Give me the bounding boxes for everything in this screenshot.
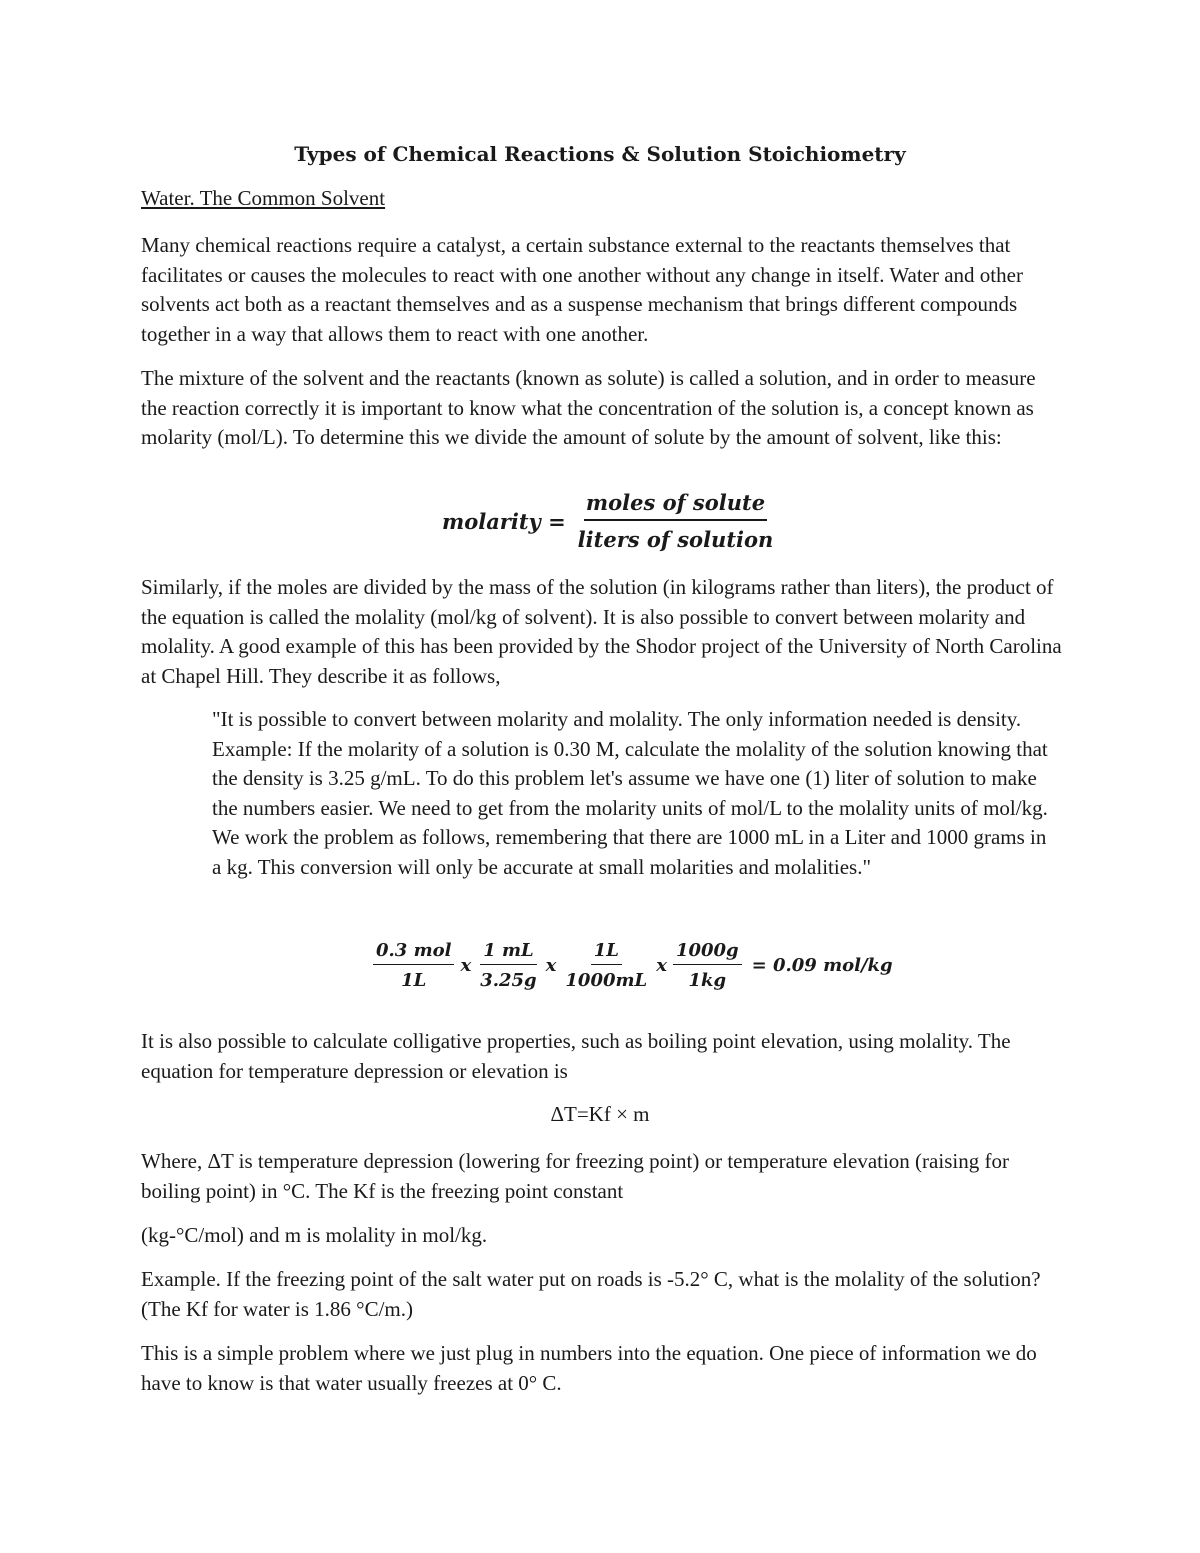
fraction-2-denominator: 3.25g [480,970,537,991]
equation-molarity-denominator: liters of solution [577,527,774,552]
conversion-fraction-1 [373,940,454,991]
conversion-fraction-4 [673,940,742,991]
fraction-3-numerator: 1L [591,940,622,965]
equation-molarity-numerator: moles of solute [584,490,767,521]
paragraph-colligative: It is also possible to calculate colligative properties, such as boiling point elevation, using molality. The equation for temperature depression or elevation is [141,1029,1011,1083]
paragraph-where: Where, ΔT is temperature depression (lowering for freezing point) or temperature elevation (raising for boiling point) in °C. The Kf is the freezing point constant [141,1149,1009,1203]
block-quote-shodor: "It is possible to convert between molarity and molality. The only information needed is density. Example: If the molarity of a solution is 0.30 M, calculate the molality of the solution knowing that the density is 3.25 g/mL. To do this problem let's assume we have one (1) liter of solution to make the numbers easier. We need to get from the molarity units of mol/L to the molality units of mol/kg. We work the problem as follows, remembering that there are 1000 mL in a Liter and 1000 grams in a kg. This conversion will only be accurate at small molarities and molalities." [212,707,1048,879]
paragraph-units: (kg-°C/mol) and m is molality in mol/kg. [141,1223,488,1247]
fraction-4-numerator: 1000g [673,940,742,965]
section-heading: Water. The Common Solvent [141,186,386,210]
paragraph-catalyst: Many chemical reactions require a catalyst, a certain substance external to the reactants themselves that facilitates or causes the molecules to react with one another without any change in itself. Water and other solvents act both as a reactant themselves and as a suspense mechanism that brings different compounds together in a way that allows them to react with one another. [141,233,1023,346]
fraction-3-denominator: 1000mL [565,970,648,991]
paragraph-simple-problem: This is a simple problem where we just plug in numbers into the equation. One piece of information we do have to know is that water usually freezes at 0° C. [141,1341,1037,1395]
times-sign-2: x [545,955,557,976]
equation-molarity-fraction [576,490,776,552]
conversion-fraction-3 [562,940,650,991]
fraction-1-denominator: 1L [401,970,427,991]
conversion-result: = 0.09 mol/kg [751,955,893,976]
equation-colligative: ΔT=Kf × m [550,1102,650,1126]
document-title: Types of Chemical Reactions & Solution Stoichiometry [294,142,906,166]
equation-conversion [373,940,899,991]
equation-molarity-lhs: molarity = [442,508,566,534]
paragraph-example: Example. If the freezing point of the salt water put on roads is -5.2° C, what is the molality of the solution? (The Kf for water is 1.86 °C/m.) [141,1267,1041,1321]
fraction-1-numerator: 0.3 mol [373,940,454,965]
times-sign-3: x [656,955,667,976]
paragraph-molarity: The mixture of the solvent and the reactants (known as solute) is called a solution, and in order to measure the reaction correctly it is important to know what the concentration of the solution is, a concept known as molarity (mol/L). To determine this we divide the amount of solute by the amount of solvent, like this: [141,366,1036,449]
conversion-fraction-2 [477,940,539,991]
equation-molarity [442,490,775,552]
times-sign-1: x [460,955,472,976]
paragraph-molality: Similarly, if the moles are divided by the mass of the solution (in kilograms rather than liters), the product of the equation is called the molality (mol/kg of solvent). It is also possible to convert between molarity and molality. A good example of this has been provided by the Shodor project of the University of North Carolina at Chapel Hill. They describe it as follows, [141,575,1062,688]
fraction-4-denominator: 1kg [688,970,727,991]
fraction-2-numerator: 1 mL [480,940,537,965]
